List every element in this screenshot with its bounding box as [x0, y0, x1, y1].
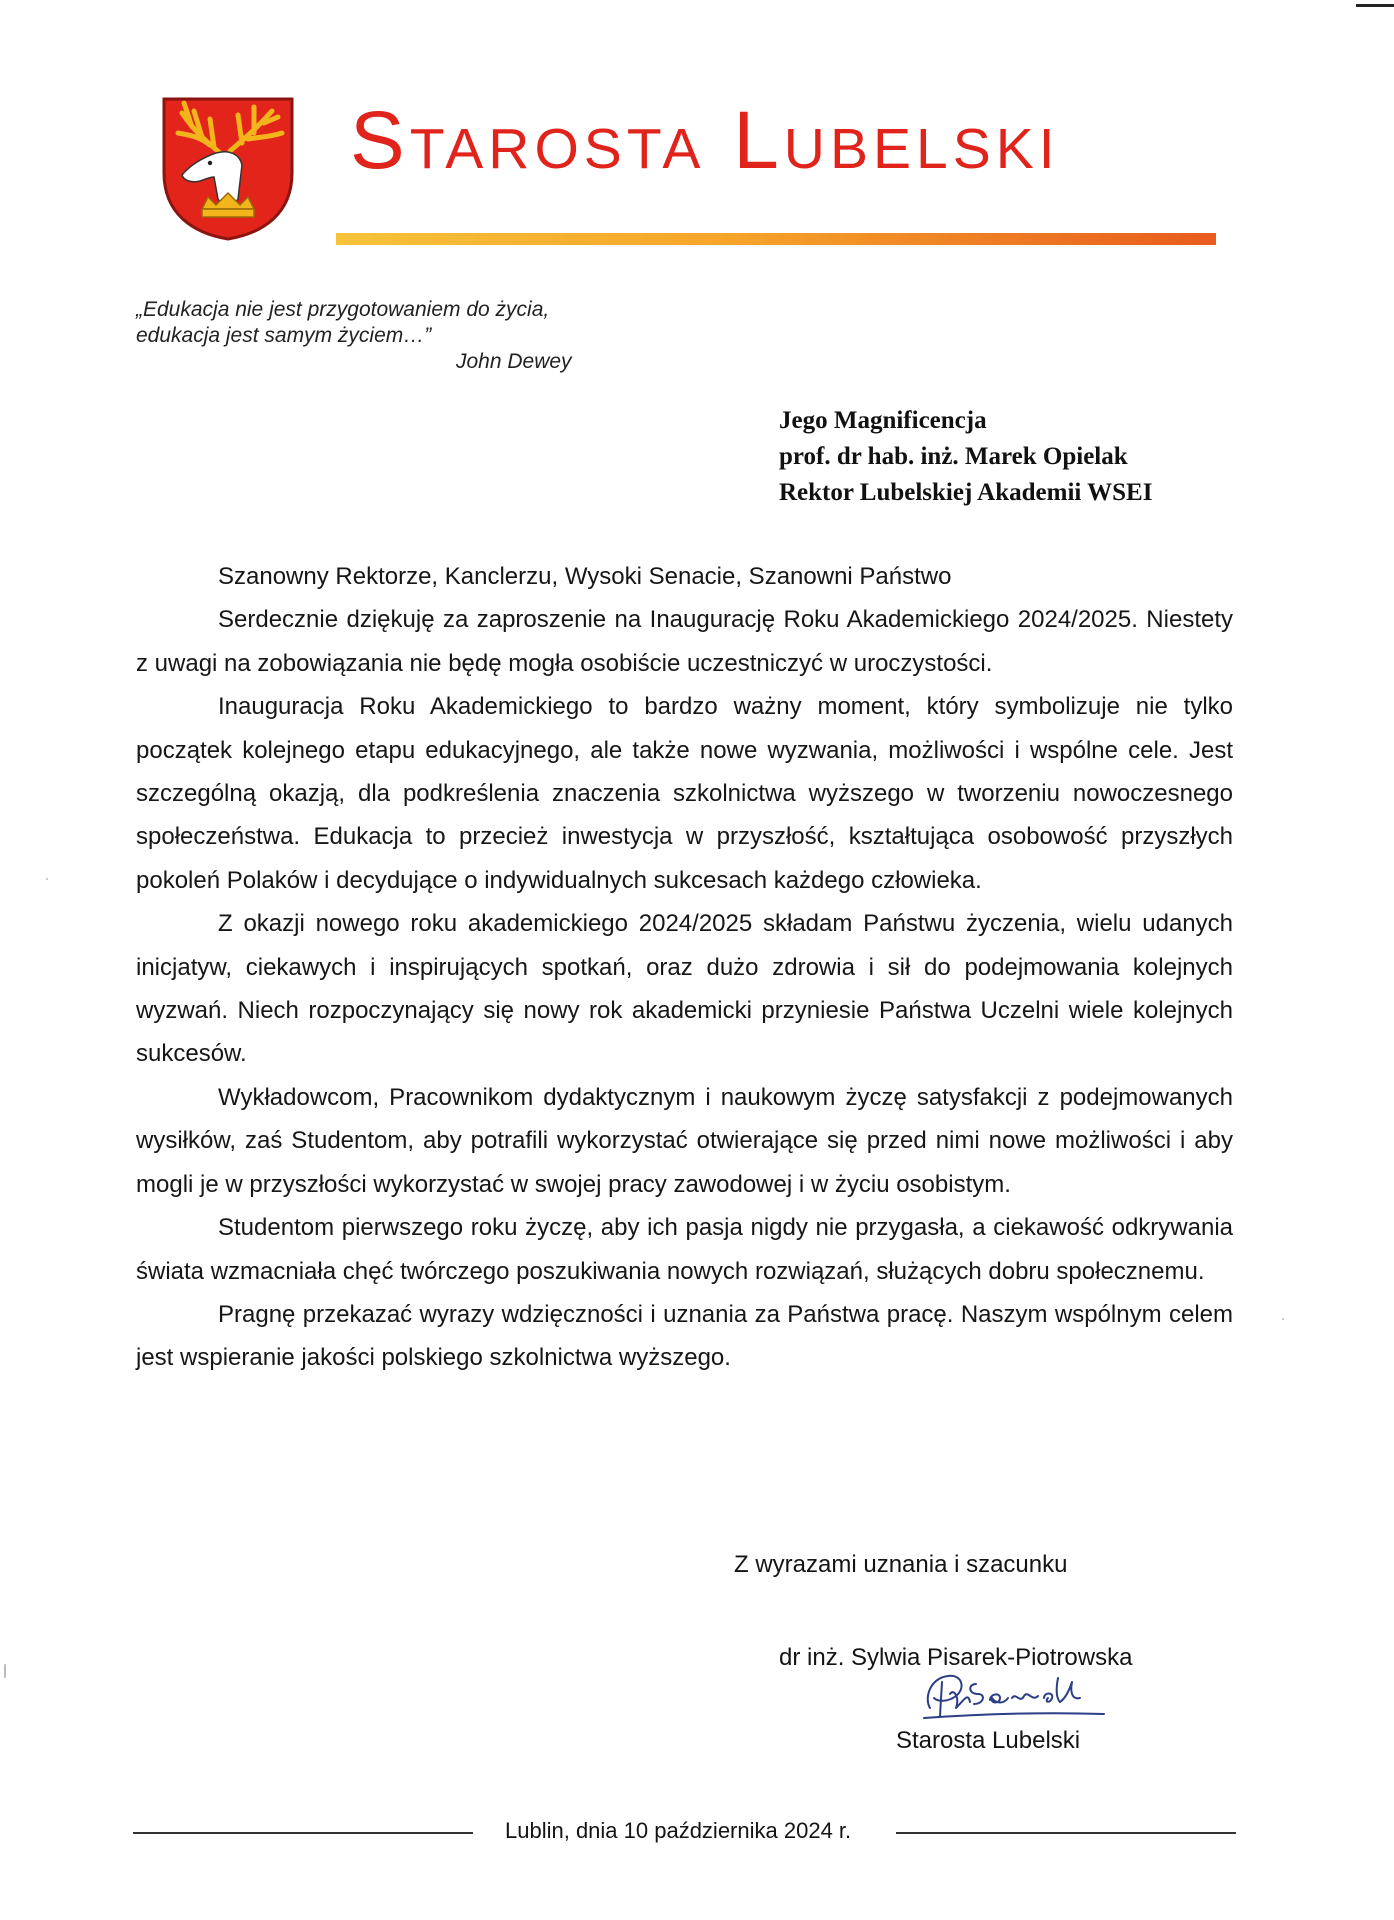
place-and-date: Lublin, dnia 10 października 2024 r.: [505, 1818, 852, 1843]
scan-speck: [46, 878, 48, 880]
paragraph: Studentom pierwszego roku życzę, aby ich pasja nigdy nie przygasła, a ciekawość odkrywania świata wzmacniała chęć twórczego poszukiwania nowych rozwiązań, służących dobru społecznemu.: [136, 1214, 1233, 1285]
footer-rule-left: [133, 1832, 473, 1834]
motto-line-1: „Edukacja nie jest przygotowaniem do życia,: [136, 298, 550, 321]
motto-line-2: edukacja jest samym życiem…”: [136, 324, 432, 347]
addressee-line-2: prof. dr hab. inż. Marek Opielak: [779, 443, 1128, 470]
paragraph: Pragnę przekazać wyrazy wdzięczności i uznania za Państwa pracę. Naszym wspólnym celem jest wspieranie jakości polskiego szkolnictwa wyższego.: [136, 1300, 1233, 1372]
signer-name: dr inż. Sylwia Pisarek-Piotrowska: [779, 1644, 1133, 1671]
scan-speck: [4, 1664, 6, 1678]
scan-corner-mark: [1356, 4, 1394, 7]
paragraph: Z okazji nowego roku akademickiego 2024/2025 składam Państwu życzenia, wielu udanych inicjatyw, ciekawych i inspirujących spotkań, oraz dużo zdrowia i sił do podejmowania kolejnych wyzwań. Niech rozpoczynający się nowy rok akademicki przyniesie Państwa Uczelni wiele kolejnych sukcesów.: [136, 910, 1233, 1068]
closing-phrase: Z wyrazami uznania i szacunku: [734, 1551, 1068, 1578]
letterhead-title: Starosta Lubelski: [350, 95, 1060, 186]
addressee-line-1: Jego Magnificencja: [779, 407, 987, 434]
paragraph: Serdecznie dziękuję za zaproszenie na Inaugurację Roku Akademickiego 2024/2025. Niestety z uwagi na zobowiązania nie będę mogła osobiście uczestniczyć w uroczystości.: [136, 606, 1233, 677]
signer-title: Starosta Lubelski: [896, 1727, 1081, 1754]
letter-body: [136, 555, 1233, 1380]
footer-rule-right: [896, 1832, 1236, 1834]
scan-speck: [1282, 1318, 1284, 1320]
addressee-block: [779, 403, 1152, 511]
paragraph: Wykładowcom, Pracownikom dydaktycznym i naukowym życzę satysfakcji z podejmowanych wysiłków, zaś Studentom, aby potrafili wykorzystać otwierające się przed nimi nowe możliwości i aby mogli je w przyszłości wykorzystać w swojej pracy zawodowej i w życiu osobistym.: [136, 1083, 1233, 1198]
coat-of-arms-icon: [160, 95, 296, 241]
motto-author: John Dewey: [456, 350, 572, 373]
signature-icon: [920, 1668, 1110, 1724]
salutation: Szanowny Rektorze, Kanclerzu, Wysoki Senacie, Szanowni Państwo: [218, 563, 952, 590]
addressee-line-3: Rektor Lubelskiej Akademii WSEI: [779, 479, 1153, 506]
paragraph: Inauguracja Roku Akademickiego to bardzo ważny moment, który symbolizuje nie tylko początek kolejnego etapu edukacyjnego, ale także nowe wyzwania, możliwości i wspólne cele. Jest szczególną okazją, dla podkreślenia znaczenia szkolnictwa wyższego w tworzeniu nowoczesnego społeczeństwa. Edukacja to przecież inwestycja w przyszłość, kształtująca osobowość przyszłych pokoleń Polaków i decydujące o indywidualnych sukcesach każdego człowieka.: [136, 693, 1233, 894]
letterhead-bar: [336, 233, 1216, 245]
